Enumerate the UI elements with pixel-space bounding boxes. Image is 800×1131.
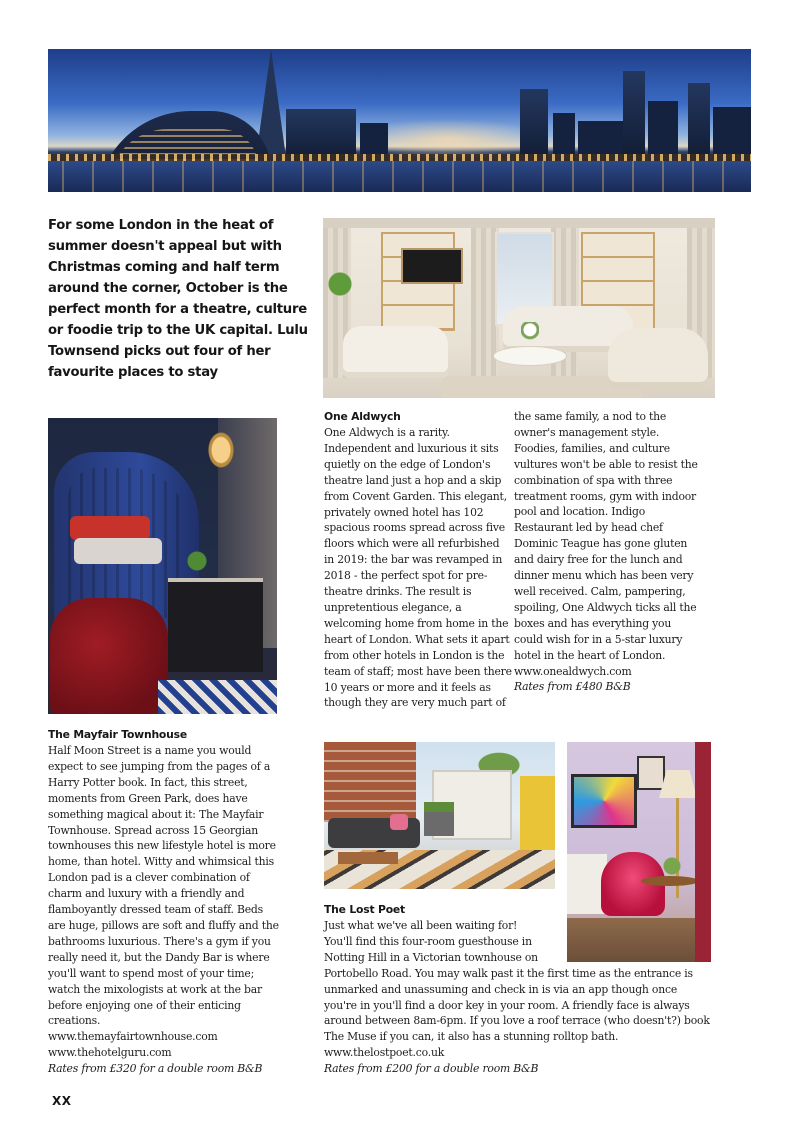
text-line: welcoming home from home in the (324, 616, 509, 630)
text-line: well received. Calm, pampering, (514, 584, 686, 598)
text-line: theatre land just a hop and a skip (324, 473, 502, 487)
text-line: Restaurant led by head chef (514, 521, 663, 535)
mayfair-townhouse-bar-photo (48, 418, 277, 714)
text-line: from other hotels in London is the (324, 648, 505, 662)
website-link[interactable]: www.thehotelguru.com (48, 1046, 172, 1060)
rates-note: Rates from £480 B&B (514, 680, 631, 694)
text-line: around between 8am-6pm. If you love a roof terrace (who doesn't?) book (324, 1014, 710, 1028)
text-line: from Covent Garden. This elegant, (324, 489, 507, 503)
text-line: treatment rooms, gym with indoor (514, 489, 697, 503)
text-line: team of staff; most have been there (324, 664, 512, 678)
text-line: The Muse if you can, it also has a stunning rolltop bath. (324, 1030, 619, 1044)
page-number: XX (52, 1094, 72, 1108)
text-line: boxes and has everything you (514, 616, 672, 630)
text-line: quietly on the edge of London's (324, 457, 491, 471)
lost-poet-body (324, 918, 710, 1077)
text-line: before enjoying one of their enticing (48, 998, 241, 1012)
mayfair-heading: The Mayfair Townhouse (48, 728, 187, 741)
text-line: 2018 - the perfect spot for pre- (324, 569, 488, 583)
text-line: something magical about it: The Mayfair (48, 807, 264, 821)
text-line: heart of London. What sets it apart (324, 632, 510, 646)
text-line: privately owned hotel has 102 (324, 505, 484, 519)
rates-note: Rates from £320 for a double room B&B (48, 1062, 263, 1076)
text-line: townhouses this new lifestyle hotel is more (48, 839, 276, 853)
text-line: home, than hotel. Witty and whimsical this (48, 855, 275, 869)
text-line: Half Moon Street is a name you would (48, 744, 252, 757)
text-line: spacious rooms spread across five (324, 521, 505, 535)
website-link[interactable]: www.thelostpoet.co.uk (324, 1046, 445, 1060)
text-line: are huge, pillows are soft and fluffy and the (48, 918, 279, 932)
text-line: expect to see jumping from the pages of a (48, 759, 271, 773)
text-line: really need it, but the Dandy Bar is where (48, 950, 270, 964)
text-line: hotel in the heart of London. (514, 648, 666, 662)
text-line: flamboyantly dressed team of staff. Beds (48, 903, 263, 917)
mayfair-body (48, 743, 279, 1077)
text-line: Harry Potter book. In fact, this street, (48, 775, 248, 789)
one-aldwych-lounge-photo (323, 218, 715, 398)
text-line: theatre drinks. The result is (324, 585, 472, 599)
text-line: spoiling, One Aldwych ticks all the (514, 600, 697, 614)
lost-poet-heading: The Lost Poet (324, 903, 405, 916)
text-line: the same family, a nod to the (514, 410, 667, 423)
one-aldwych-column-2 (514, 409, 698, 695)
text-line: Foodies, families, and culture (514, 441, 670, 455)
text-line: moments from Green Park, does have (48, 791, 248, 805)
text-line: Townhouse. Spread across 15 Georgian (48, 823, 258, 837)
text-line: bathrooms luxurious. There's a gym if you (48, 934, 271, 948)
text-line: dinner menu which has been very (514, 569, 694, 583)
text-line: combination of spa with three (514, 473, 673, 487)
one-aldwych-column-1 (324, 425, 512, 711)
text-line: though they are very much part of (324, 696, 506, 710)
text-line: pool and location. Indigo (514, 505, 646, 519)
text-line: you'll want to spend most of your time; (48, 966, 255, 980)
text-line: vultures won't be able to resist the (514, 457, 698, 471)
text-line: floors which were all refurbished (324, 537, 500, 551)
text-line: You'll find this four-room guesthouse in (324, 934, 532, 948)
text-line: charm and luxury with a friendly and (48, 887, 245, 901)
text-line: owner's management style. (514, 425, 660, 439)
text-line: you're in you'll find a door key in your room. A friendly face is always (324, 998, 690, 1012)
text-line: Portobello Road. You may walk past it the first time as the entrance is (324, 966, 693, 980)
lost-poet-terrace-photo (324, 742, 555, 889)
text-line: could wish for in a 5-star luxury (514, 632, 683, 646)
london-skyline-photo (48, 49, 751, 192)
text-line: watch the mixologists at work at the bar (48, 982, 262, 996)
text-line: London pad is a clever combination of (48, 871, 250, 885)
one-aldwych-heading: One Aldwych (324, 410, 401, 423)
text-line: Dominic Teague has gone gluten (514, 537, 688, 551)
text-line: Independent and luxurious it sits (324, 441, 499, 455)
text-line: 10 years or more and it feels as (324, 680, 491, 694)
text-line: in 2019: the bar was revamped in (324, 553, 503, 567)
text-line: unmarked and unassuming and check in is via an app though once (324, 982, 678, 996)
rates-note: Rates from £200 for a double room B&B (324, 1062, 539, 1076)
text-line: and dairy free for the lunch and (514, 553, 683, 567)
text-line: creations. (48, 1014, 101, 1028)
text-line: One Aldwych is a rarity. (324, 426, 450, 439)
website-link[interactable]: www.themayfairtownhouse.com (48, 1030, 218, 1044)
intro-standfirst: For some London in the heat of summer doesn't appeal but with Christmas coming and half term around the corner, October is the perfect month for a theatre, culture or foodie trip to the UK capital. Lulu Townsend picks out four of her favourite places to stay (48, 218, 308, 380)
text-line: unpretentious elegance, a (324, 600, 462, 614)
text-line: Notting Hill in a Victorian townhouse on (324, 950, 538, 964)
text-line: Just what we've all been waiting for! (324, 919, 518, 932)
website-link[interactable]: www.onealdwych.com (514, 664, 632, 678)
